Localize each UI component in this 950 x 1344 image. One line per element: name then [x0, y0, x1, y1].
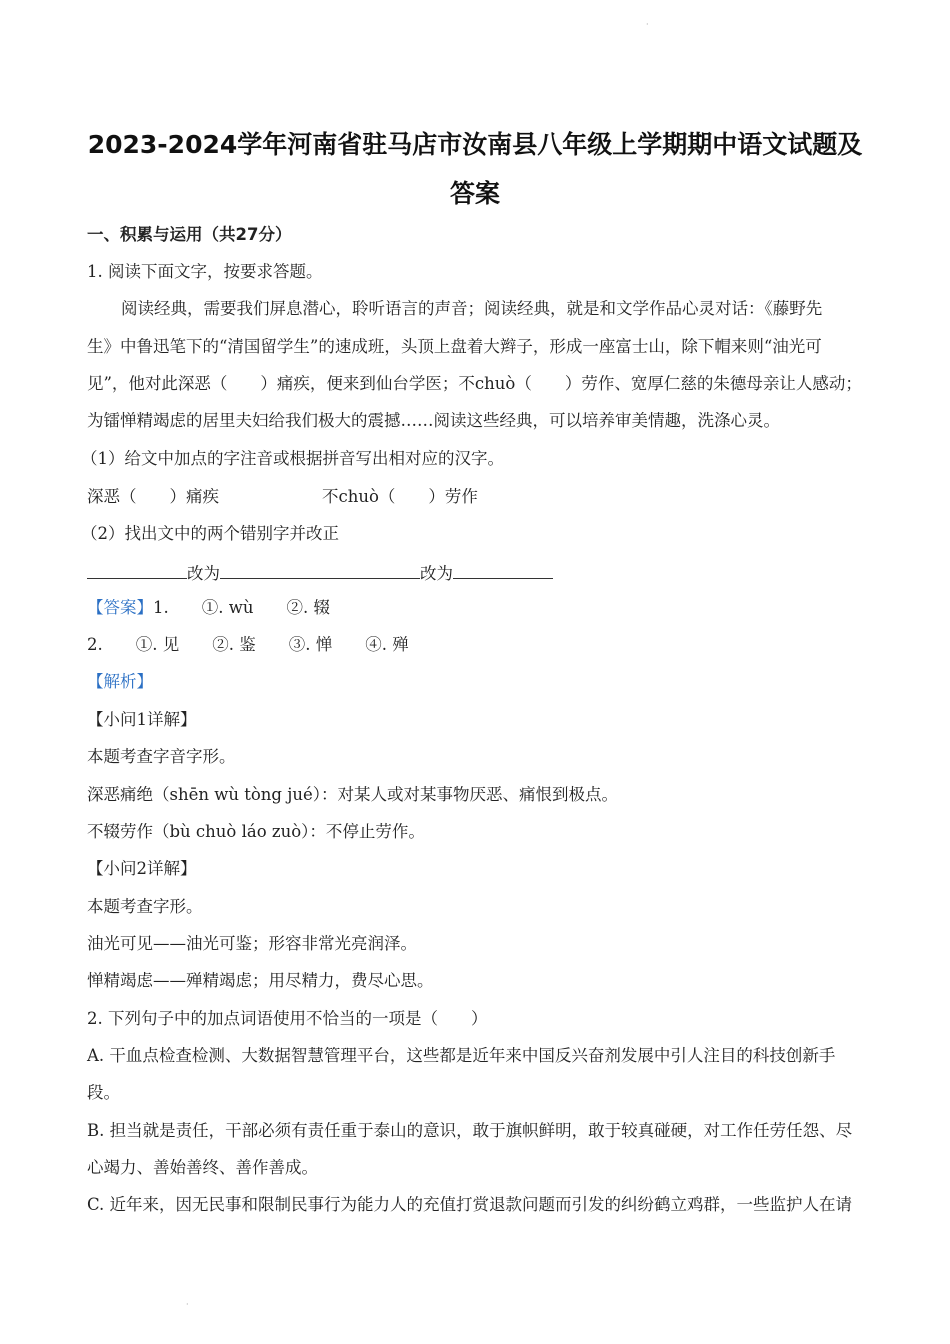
speck-mark: · — [186, 1300, 189, 1309]
passage-line: 生》中鲁迅笔下的“清国留学生”的速成班，头顶上盘着大辫子，形成一座富士山，除下帽来则“油光可 — [87, 337, 822, 356]
option-b-line: 心竭力、善始善终、善作善成。 — [87, 1158, 318, 1177]
answer-blank — [220, 560, 420, 579]
question-1-stem: 1. 阅读下面文字，按要求答题。 — [87, 262, 323, 281]
change-to-label: 改为 — [420, 564, 453, 583]
speck-mark: · — [646, 20, 649, 29]
detail-2-line: 惮精竭虑——殚精竭虑；用尽精力，费尽心思。 — [87, 971, 434, 990]
answer-blank — [453, 560, 553, 579]
sub-question-1: （1）给文中加点的字注音或根据拼音写出相对应的汉字。 — [81, 449, 504, 468]
detail-2-label: 【小问2详解】 — [87, 859, 197, 878]
analysis-label: 【解析】 — [87, 672, 153, 691]
option-b-line: B. 担当就是责任，干部必须有责任重于泰山的意识，敢于旗帜鲜明，敢于较真碰硬，对工作任劳任怨、尽 — [87, 1121, 853, 1140]
option-a-line: 段。 — [87, 1083, 120, 1102]
change-to-label: 改为 — [187, 564, 220, 583]
detail-1-line: 深恶痛绝（shēn wù tòng jué）：对某人或对某事物厌恶、痛恨到极点。 — [87, 785, 618, 804]
detail-1-line: 本题考查字音字形。 — [87, 747, 236, 766]
detail-2-line: 本题考查字形。 — [87, 897, 203, 916]
passage-line: 为镭惮精竭虑的居里夫妇给我们极大的震撼……阅读这些经典，可以培养审美情趣，洗涤心灵。 — [87, 411, 780, 430]
answer-1-text: 1. ①. wù ②. 辍 — [153, 598, 330, 617]
sub-question-1-item-b: 不chuò（ ）劳作 — [322, 487, 478, 506]
answer-row-1 — [87, 597, 877, 619]
passage-line: 阅读经典，需要我们屏息潜心，聆听语言的声音；阅读经典，就是和文学作品心灵对话：《藤野先 — [121, 299, 823, 318]
detail-1-label: 【小问1详解】 — [87, 710, 197, 729]
correction-blank-row — [87, 560, 877, 585]
answer-blank — [87, 560, 187, 579]
answer-row-2: 2. ①. 见 ②. 鉴 ③. 惮 ④. 殚 — [87, 635, 409, 654]
document-title-line2: 答案 — [449, 179, 500, 208]
option-c-line: C. 近年来，因无民事和限制民事行为能力人的充值打赏退款问题而引发的纠纷鹤立鸡群，一些监护人在请 — [87, 1195, 853, 1214]
section-heading: 一、积累与运用（共27分） — [87, 225, 292, 244]
question-2-stem: 2. 下列句子中的加点词语使用不恰当的一项是（ ） — [87, 1009, 488, 1028]
document-title-line1: 2023-2024学年河南省驻马店市汝南县八年级上学期期中语文试题及 — [87, 130, 863, 159]
sub-question-2: （2）找出文中的两个错别字并改正 — [81, 524, 339, 543]
option-a-line: A. 干血点检查检测、大数据智慧管理平台，这些都是近年来中国反兴奋剂发展中引人注目的科技创新手 — [87, 1046, 836, 1065]
detail-1-line: 不辍劳作（bù chuò láo zuò）：不停止劳作。 — [87, 822, 425, 841]
sub-question-1-item-a: 深恶（ ）痛疾 — [87, 487, 219, 506]
detail-2-line: 油光可见——油光可鉴；形容非常光亮润泽。 — [87, 934, 417, 953]
answer-label: 【答案】 — [87, 598, 153, 617]
passage-line: 见”，他对此深恶（ ）痛疾，便来到仙台学医；不chuò（ ）劳作、宽厚仁慈的朱德母亲让人感动； — [87, 374, 862, 393]
